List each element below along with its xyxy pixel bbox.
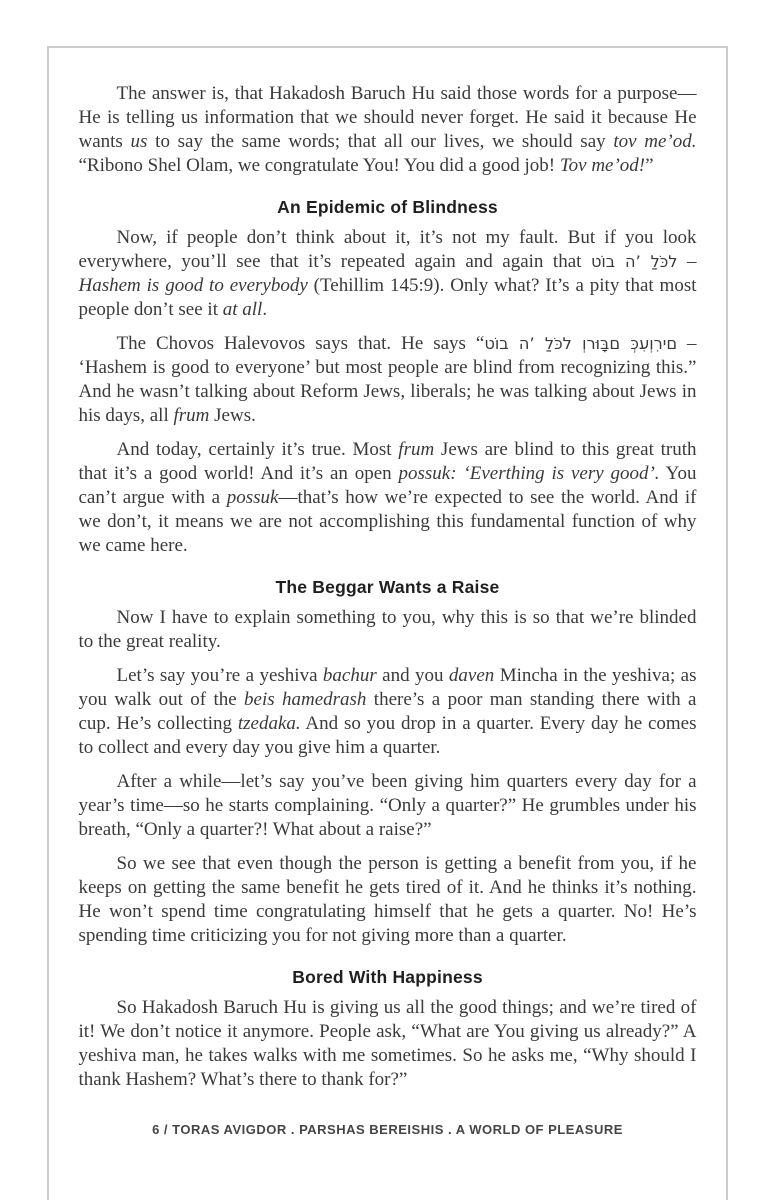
text-run: – ‘Hashem is good to everyone’ but most people are blind from recognizing this.” And he wasn’t talking about Reform Jews, liberals; he was talking about Jews in his days, all bbox=[78, 333, 697, 426]
paragraph bbox=[79, 606, 697, 654]
text-run: Jews. bbox=[209, 405, 256, 426]
hebrew-phrase: טוֹב ה’ לַכֹּל וְרוּבָּם כְּעִוְרִים bbox=[484, 334, 678, 353]
text-run: The Chovos Halevovos says that. He says “ bbox=[116, 333, 485, 354]
italic-text: bachur bbox=[322, 665, 377, 686]
italic-text: tzedaka. bbox=[237, 713, 301, 734]
section-heading: An Epidemic of Blindness bbox=[277, 197, 498, 217]
text-run: —that’s how we’re expected to see the world. And if we don’t, it means we are not accomplishing this fundamental function of why we came here. bbox=[78, 487, 697, 556]
text-run: . bbox=[262, 299, 268, 320]
text-run: You can’t argue with a bbox=[78, 463, 697, 508]
text-run: Mincha in the yeshiva; as you walk out of the bbox=[78, 665, 697, 710]
italic-text: possuk bbox=[226, 487, 279, 508]
text-run: “Ribono Shel Olam, we congratulate You! You did a good job! bbox=[78, 155, 560, 176]
text-run: The answer is, that Hakadosh Baruch Hu said those words for a purpose—He is telling us information that we should never forget. He said it because He wants bbox=[78, 83, 697, 152]
text-run: Jews are blind to this great truth that it’s a good world! And it’s an open bbox=[78, 439, 697, 484]
paragraph bbox=[79, 226, 697, 322]
italic-text: frum bbox=[398, 439, 435, 460]
italic-text: Tov me’od! bbox=[559, 155, 646, 176]
text-run: After a while—let’s say you’ve been giving him quarters every day for a year’s time—so he starts complaining. “Only a quarter?” He grumbles under his breath, “Only a quarter?! What about a raise?” bbox=[78, 771, 697, 840]
text-run: So we see that even though the person is getting a benefit from you, if he keeps on getting the same benefit he gets tired of it. And he thinks it’s nothing. He won’t spend time congratulating himself that he gets a quarter. No! He’s spending time criticizing you for not giving more than a quarter. bbox=[78, 853, 697, 946]
text-run: ” bbox=[645, 155, 654, 176]
italic-text: us bbox=[130, 131, 148, 152]
italic-text: beis hamedrash bbox=[244, 689, 367, 710]
italic-text: frum bbox=[173, 405, 210, 426]
text-run: So Hakadosh Baruch Hu is giving us all the good things; and we’re tired of it! We don’t notice it anymore. People ask, “What are You giving us already?” A yeshiva man, he takes walks with me sometimes. So he asks me, “Why should I thank Hashem? What’s there to thank for?” bbox=[78, 997, 697, 1090]
text-run: to say the same words; that all our lives, we should say bbox=[147, 131, 614, 152]
paragraph bbox=[79, 770, 697, 842]
paragraph bbox=[79, 664, 697, 760]
text-run: and you bbox=[376, 665, 449, 686]
paragraph bbox=[79, 82, 697, 178]
text-run: – bbox=[677, 251, 697, 272]
paragraph bbox=[79, 332, 697, 428]
italic-text: tov me’od. bbox=[613, 131, 697, 152]
italic-text: possuk: ‘Everthing is very good’. bbox=[398, 463, 660, 484]
text-run: Now I have to explain something to you, why this is so that we’re blinded to the great reality. bbox=[78, 607, 697, 652]
page-border bbox=[47, 46, 728, 1200]
paragraph bbox=[79, 996, 697, 1092]
text-run: And so you drop in a quarter. Every day he comes to collect and every day you give him a quarter. bbox=[78, 713, 697, 758]
page-content bbox=[79, 82, 697, 1092]
italic-text: at all bbox=[222, 299, 263, 320]
text-run: (Tehillim 145:9). Only what? It’s a pity that most people don’t see it bbox=[78, 275, 697, 320]
paragraph bbox=[79, 438, 697, 558]
page-footer: 6 / TORAS AVIGDOR . PARSHAS BEREISHIS . A WORLD OF PLEASURE bbox=[152, 1122, 623, 1137]
text-run: And today, certainly it’s true. Most bbox=[116, 439, 399, 460]
text-run: Let’s say you’re a yeshiva bbox=[116, 665, 323, 686]
hebrew-phrase: טוֹב ה’ לַכֹּל bbox=[590, 252, 678, 271]
text-run: Now, if people don’t think about it, it’s not my fault. But if you look everywhere, you’ll see that it’s repeated again and again that bbox=[78, 227, 697, 272]
italic-text: daven bbox=[448, 665, 495, 686]
section-heading: The Beggar Wants a Raise bbox=[275, 577, 500, 597]
italic-text: Hashem is good to everybody bbox=[78, 275, 308, 296]
paragraph bbox=[79, 852, 697, 948]
text-run: there’s a poor man standing there with a cup. He’s collecting bbox=[78, 689, 697, 734]
section-heading: Bored With Happiness bbox=[292, 967, 483, 987]
